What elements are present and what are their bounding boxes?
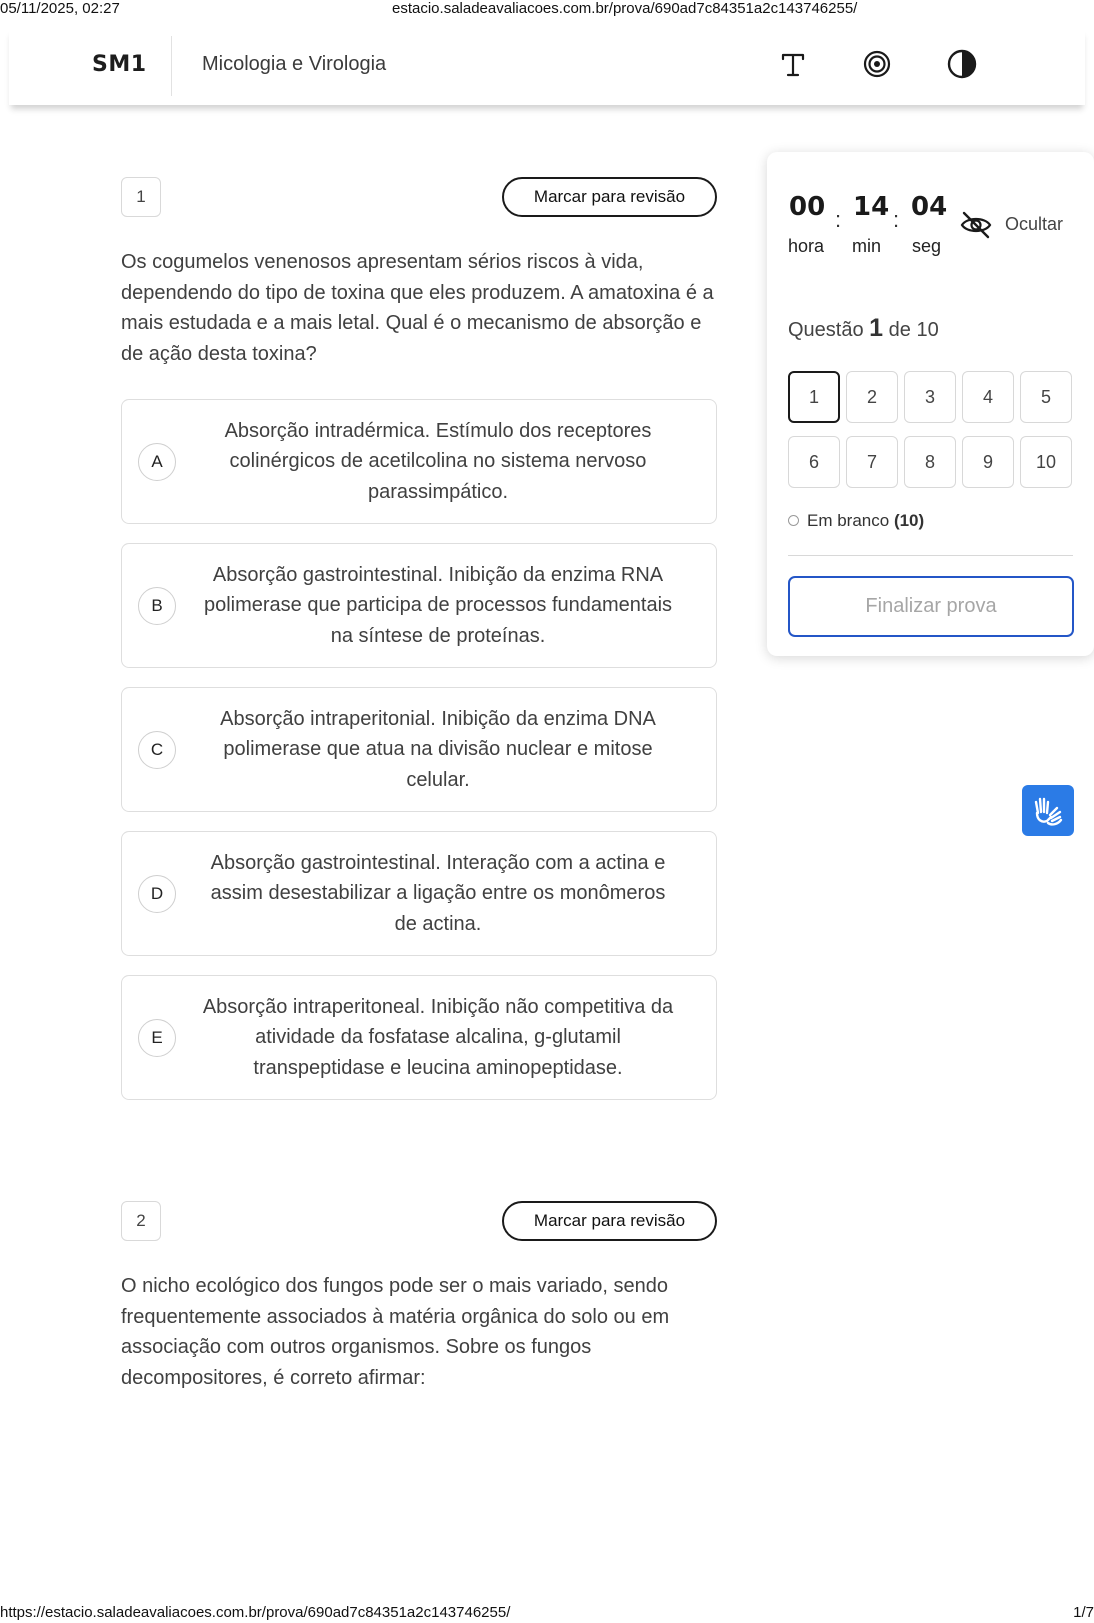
brand-logo: SM1 [92,52,147,77]
hide-timer-label: Ocultar [1005,214,1064,234]
libras-accessibility-button[interactable] [1022,785,1074,836]
timer-minutes-label: min [852,236,882,256]
timer-seconds: 04 [911,192,948,222]
question-nav-button[interactable]: 7 [846,436,898,488]
question-text: O nicho ecológico dos fungos pode ser o mais variado, sendo frequentemente associados à matéria orgânica do solo ou em associação com outros organismos. Sobre os fungos decompositores, é correto afirmar: [121,1275,670,1389]
status-count: (10) [893,511,925,530]
target-icon [862,49,892,79]
progress-prefix: Questão [788,319,864,341]
option-text: Absorção intraperitoneal. Inibição não competitiva da atividade da fosfatase alcalina, g-glutamil transpeptidase e leucina aminopeptidase. [202,995,674,1079]
progress-current: 1 [869,314,884,342]
hide-timer-button[interactable] [959,208,1079,244]
option-text: Absorção intraperitonial. Inibição da enzima DNA polimerase que atua na divisão nuclear e mitose celular. [220,707,656,791]
question-nav-button[interactable]: 6 [788,436,840,488]
print-datetime: 05/11/2025, 02:27 [0,0,120,17]
option-letter: A [138,443,176,481]
question-card-2 [121,1201,717,1401]
question-number: 1 [121,177,161,217]
footer-page-number: 1/7 [1073,1604,1094,1621]
question-nav-button[interactable]: 1 [788,371,840,423]
timer-seconds-label: seg [912,236,942,256]
progress-suffix: de 10 [888,319,939,341]
question-nav-button[interactable]: 5 [1020,371,1072,423]
print-url: estacio.saladeavaliacoes.com.br/prova/690ad7c84351a2c143746255/ [392,0,858,17]
question-nav-button[interactable]: 9 [962,436,1014,488]
question-nav-button[interactable]: 3 [904,371,956,423]
print-footer [0,1604,1094,1622]
status-dot-icon [788,515,799,526]
question-nav-button[interactable]: 8 [904,436,956,488]
footer-url: https://estacio.saladeavaliacoes.com.br/prova/690ad7c84351a2c143746255/ [0,1604,511,1621]
top-navbar [9,28,1085,105]
option-text: Absorção gastrointestinal. Interação com a actina e assim desestabilizar a ligação entre os monômeros de actina. [210,851,666,935]
option-letter: B [138,587,176,625]
option-letter: E [138,1019,176,1057]
question-progress [788,314,939,343]
text-size-icon [778,49,808,79]
header-divider [171,36,172,96]
question-nav-button[interactable]: 10 [1020,436,1072,488]
eye-off-icon [959,208,993,242]
timer-hours: 00 [789,192,826,222]
text-size-button[interactable] [775,46,811,82]
timer-minutes: 14 [853,192,890,222]
option-letter: C [138,731,176,769]
print-header [0,0,1094,18]
timer-separator: : [893,207,900,232]
timer-hours-label: hora [788,236,825,256]
option-letter: D [138,875,176,913]
question-number: 2 [121,1201,161,1241]
contrast-button[interactable] [944,46,980,82]
question-nav-button[interactable]: 4 [962,371,1014,423]
question-nav-button[interactable]: 2 [846,371,898,423]
sidebar-divider [788,555,1073,556]
finish-exam-button[interactable]: Finalizar prova [788,576,1074,637]
course-title: Micologia e Virologia [202,53,387,75]
question-card-1 [121,177,717,1097]
sign-language-hands-icon [1030,793,1066,829]
option-d[interactable] [121,831,717,956]
timer-separator: : [835,207,842,232]
question-text: Os cogumelos venenosos apresentam sérios riscos à vida, dependendo do tipo de toxina que eles produzem. A amatoxina é a mais estudada e a mais letal. Qual é o mecanismo de absorção e de ação desta toxina? [121,251,714,365]
option-e[interactable] [121,975,717,1100]
contrast-icon [946,48,978,80]
blank-status [788,511,924,531]
option-c[interactable] [121,687,717,812]
mark-for-review-button[interactable]: Marcar para revisão [502,177,717,217]
focus-mode-button[interactable] [859,46,895,82]
mark-for-review-button[interactable]: Marcar para revisão [502,1201,717,1241]
option-b[interactable] [121,543,717,668]
option-text: Absorção gastrointestinal. Inibição da enzima RNA polimerase que participa de processos fundamentais na síntese de proteínas. [203,563,673,647]
status-label: Em branco [807,511,890,530]
option-a[interactable] [121,399,717,524]
exam-sidebar [767,152,1094,656]
option-text: Absorção intradérmica. Estímulo dos receptores colinérgicos de acetilcolina no sistema nervoso parassimpático. [224,419,652,503]
